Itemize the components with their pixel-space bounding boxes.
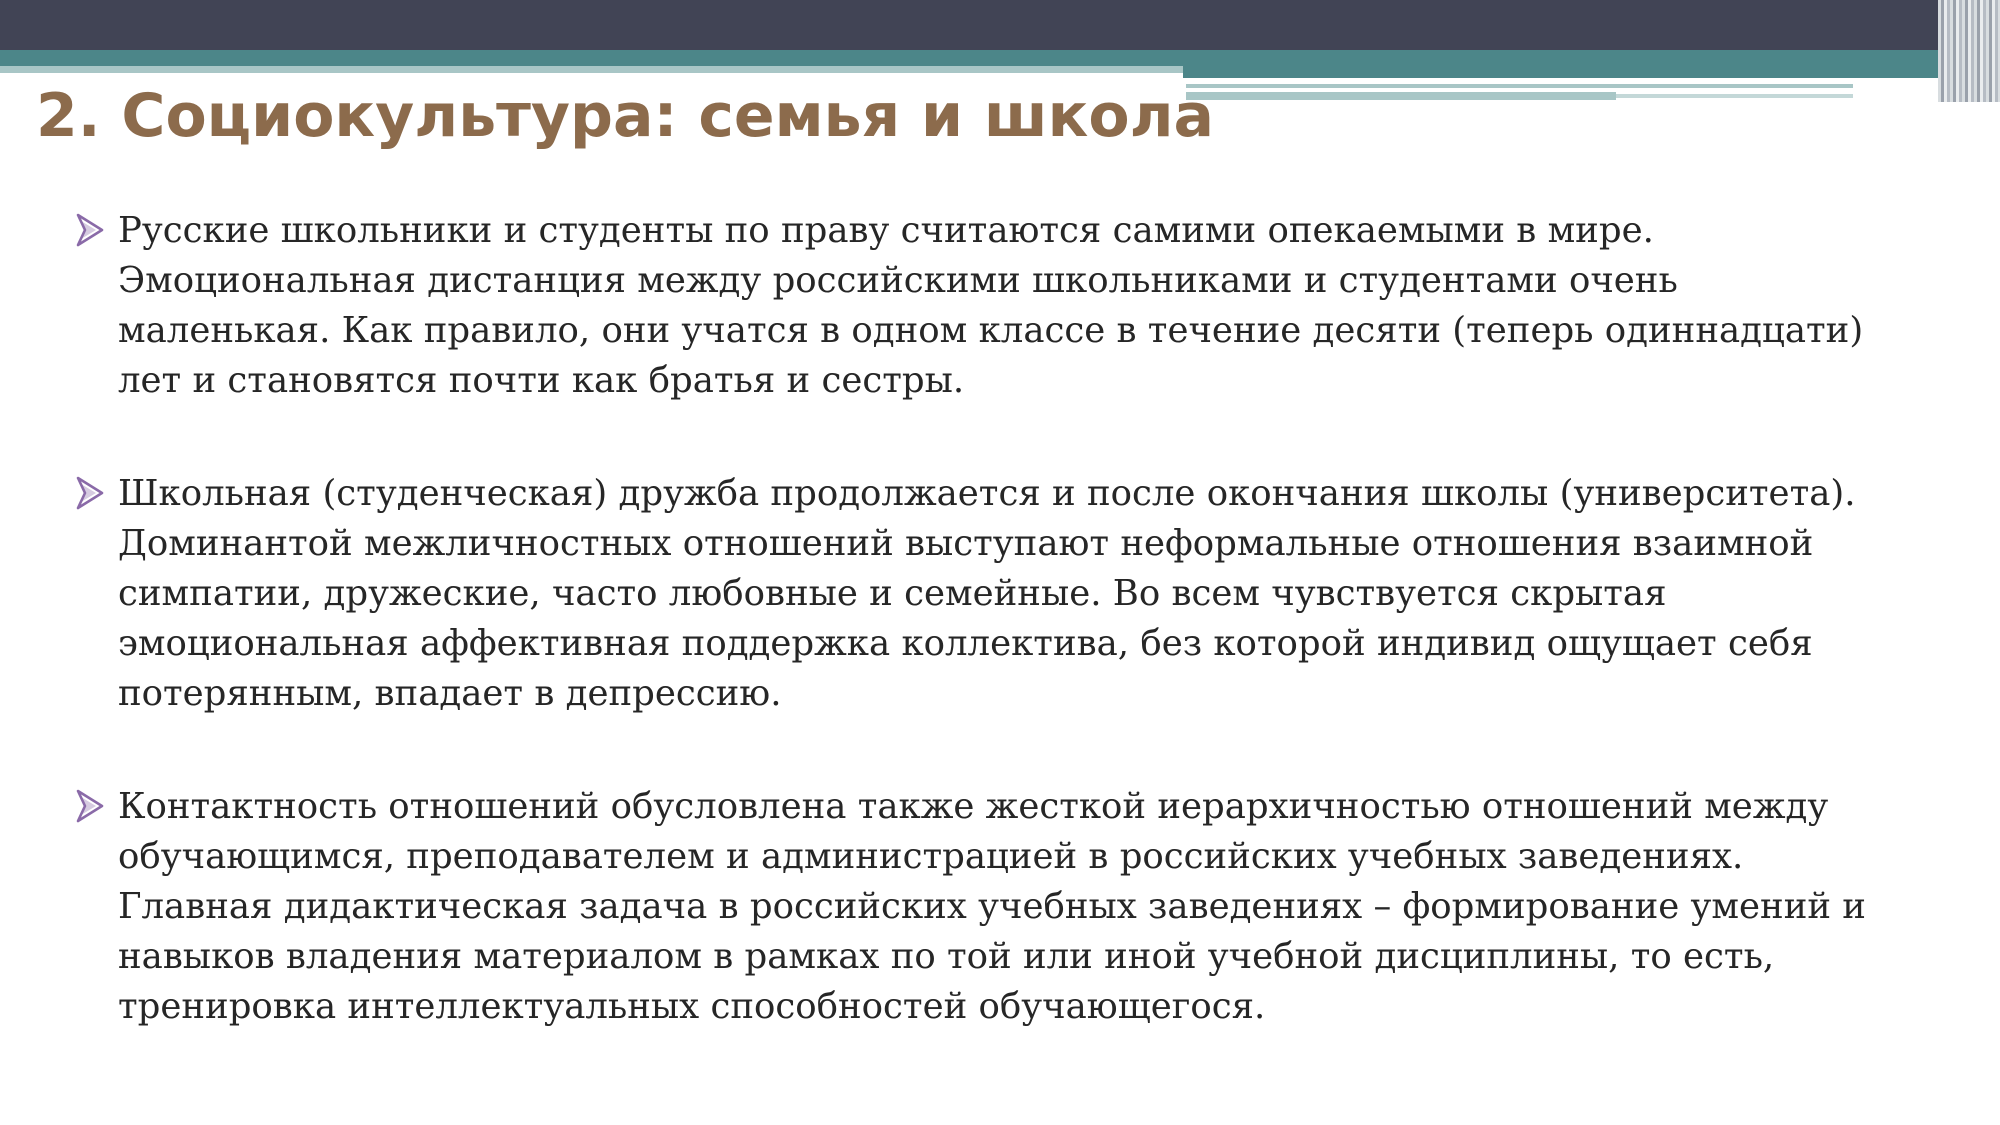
- header-band-teal: [0, 50, 2000, 66]
- bullet-text-line: Контактность отношений обусловлена также жесткой иерархичностью отношений между: [118, 786, 1829, 827]
- bullet-text-line: Доминантой межличностных отношений выступают неформальные отношения взаимной: [118, 523, 1814, 564]
- bullet-text-line: Русские школьники и студенты по праву считаются самими опекаемыми в мире.: [118, 210, 1654, 251]
- bullet-text-line: маленькая. Как правило, они учатся в одном классе в течение десяти (теперь одиннадцати): [118, 310, 1864, 351]
- bullet-item: [76, 469, 1946, 719]
- arrowhead-bullet-icon: [76, 789, 104, 823]
- slide-title: 2. Социокультура: семья и школа: [36, 81, 1215, 151]
- header-line-light: [1186, 92, 1616, 100]
- bullet-list: [76, 206, 1946, 1095]
- header-band-teal-right: [1183, 66, 2000, 78]
- bullet-text-line: навыков владения материалом в рамках по той или иной учебной дисциплины, то есть,: [118, 936, 1775, 977]
- bullet-text-line: лет и становятся почти как братья и сестры.: [118, 360, 965, 401]
- bullet-text-line: потерянным, впадает в депрессию.: [118, 673, 782, 714]
- bullet-text-line: эмоциональная аффективная поддержка коллектива, без которой индивид ощущает себя: [118, 623, 1813, 664]
- arrowhead-bullet-icon: [76, 213, 104, 247]
- bullet-text-line: Главная дидактическая задача в российских учебных заведениях – формирование умений и: [118, 886, 1866, 927]
- bullet-text-line: тренировка интеллектуальных способностей обучающегося.: [118, 986, 1266, 1027]
- arrowhead-bullet-icon: [76, 476, 104, 510]
- bullet-item: [76, 206, 1946, 406]
- bullet-text-line: Эмоциональная дистанция между российскими школьниками и студентами очень: [118, 260, 1678, 301]
- header-line-light: [1616, 94, 1853, 98]
- header-band-dark: [0, 0, 2000, 50]
- bullet-text-line: обучающимся, преподавателем и администрацией в российских учебных заведениях.: [118, 836, 1744, 877]
- header-line-light: [1186, 84, 1853, 88]
- corner-stripes-decoration: [1938, 0, 2000, 102]
- header-band-light: [0, 66, 1183, 73]
- bullet-text-line: Школьная (студенческая) дружба продолжается и после окончания школы (университета).: [118, 473, 1856, 514]
- bullet-item: [76, 782, 1946, 1032]
- bullet-text-line: симпатии, дружеские, часто любовные и семейные. Во всем чувствуется скрытая: [118, 573, 1667, 614]
